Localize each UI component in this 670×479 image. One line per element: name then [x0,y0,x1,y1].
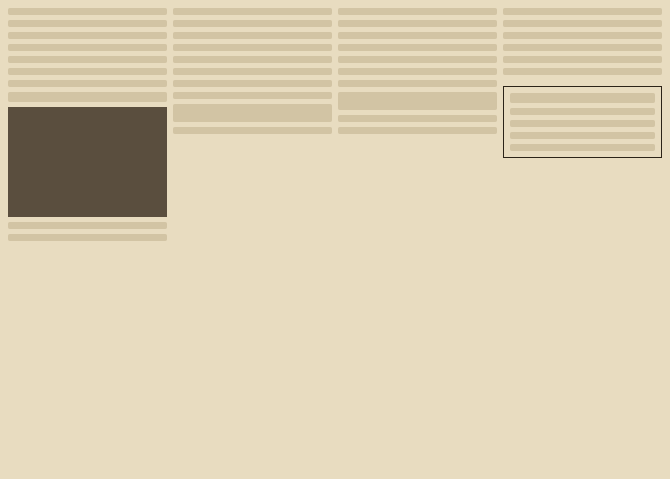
text-placeholder [173,104,332,122]
text-placeholder [173,80,332,87]
text-placeholder [338,80,497,87]
text-placeholder [8,20,167,27]
text-placeholder [338,68,497,75]
text-placeholder [173,56,332,63]
text-placeholder [8,56,167,63]
text-placeholder [510,108,655,115]
text-placeholder [510,144,655,151]
text-placeholder [338,32,497,39]
text-placeholder [338,44,497,51]
text-placeholder [8,44,167,51]
text-placeholder [510,132,655,139]
text-placeholder [338,8,497,15]
text-placeholder [173,8,332,15]
text-placeholder [338,115,497,122]
text-placeholder [338,127,497,134]
column-1 [8,8,167,471]
text-placeholder [173,32,332,39]
text-placeholder [173,92,332,99]
text-placeholder [503,20,662,27]
text-placeholder [338,56,497,63]
text-placeholder [510,120,655,127]
text-placeholder [8,222,167,229]
text-placeholder [173,44,332,51]
text-placeholder [173,20,332,27]
text-placeholder [8,32,167,39]
text-placeholder [8,8,167,15]
text-placeholder [173,127,332,134]
text-placeholder [8,80,167,87]
column-3 [338,8,497,471]
text-placeholder [8,234,167,241]
text-placeholder [503,44,662,51]
text-placeholder [503,8,662,15]
text-placeholder [173,68,332,75]
boxed-section [503,86,662,158]
column-2 [173,8,332,471]
text-placeholder [338,92,497,110]
text-placeholder [8,92,167,102]
text-placeholder [503,32,662,39]
text-placeholder [510,93,655,103]
text-placeholder [338,20,497,27]
text-placeholder [503,68,662,75]
text-placeholder [503,56,662,63]
column-4 [503,8,662,471]
photo-placeholder [8,107,167,217]
text-placeholder [8,68,167,75]
